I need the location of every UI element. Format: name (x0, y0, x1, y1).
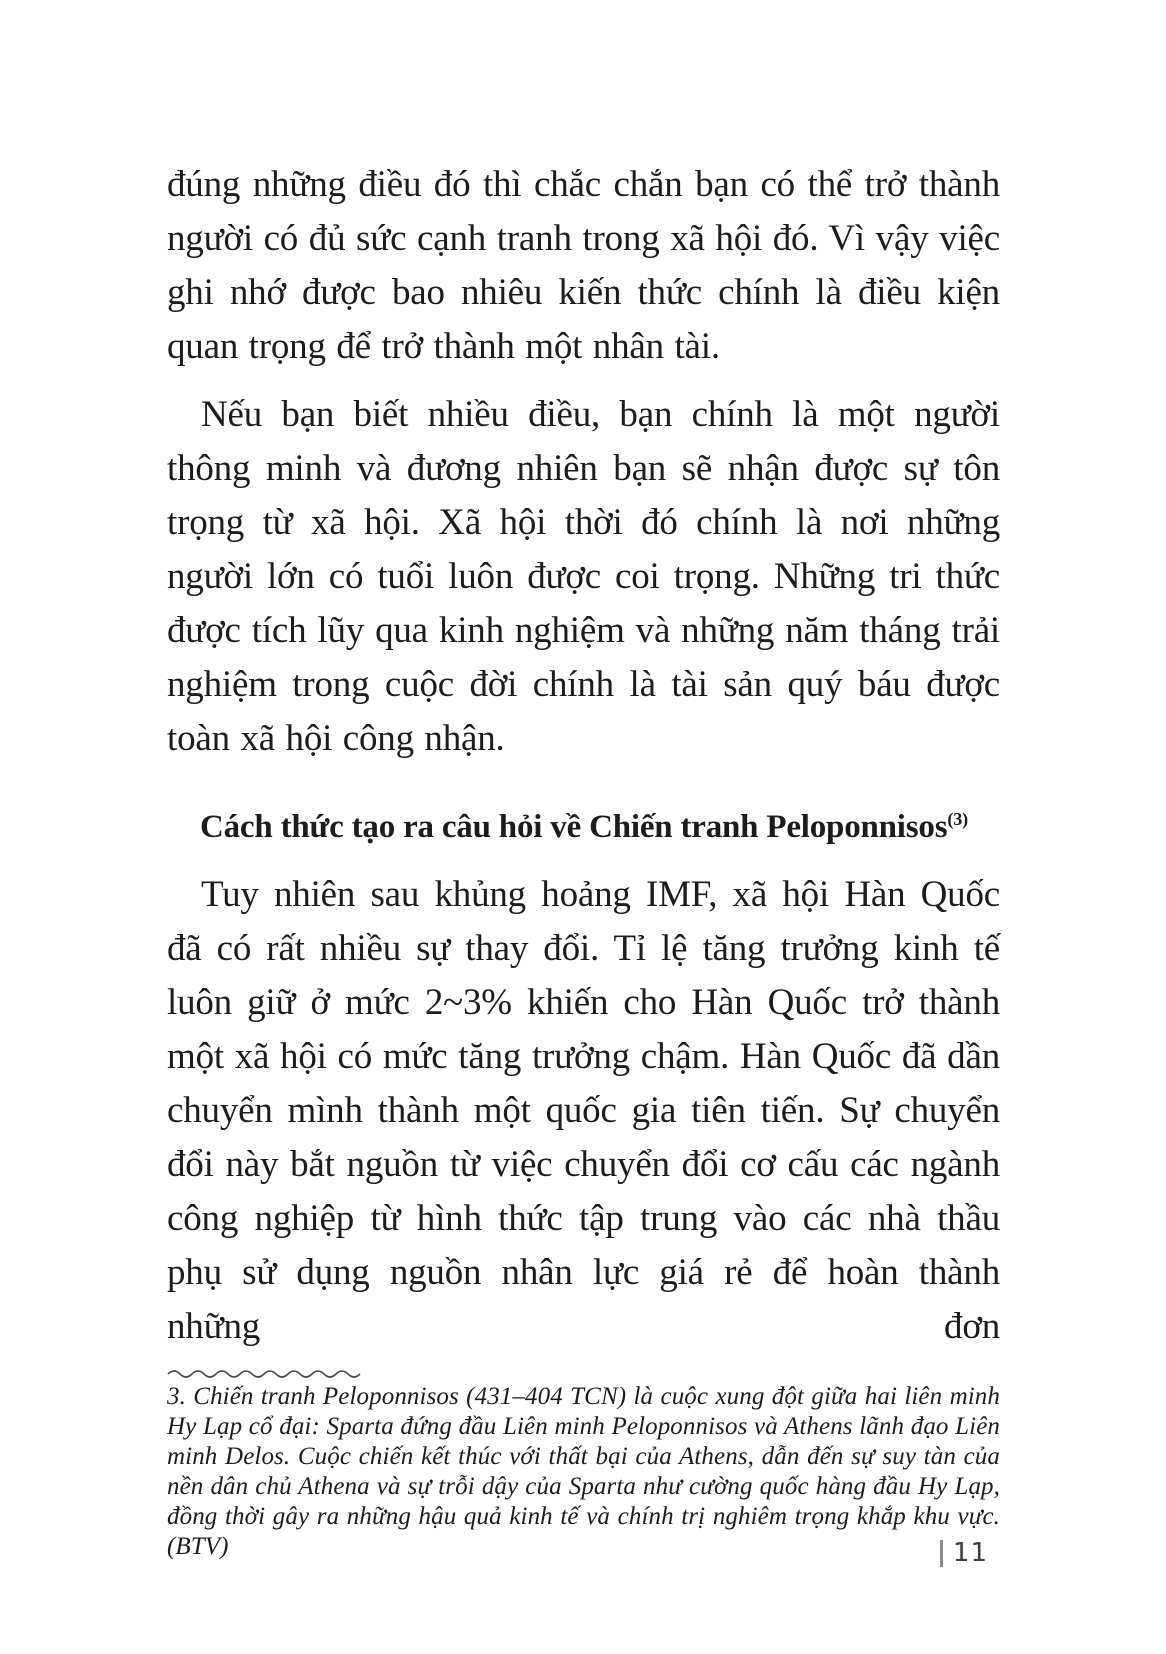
body-paragraph-1: đúng những điều đó thì chắc chắn bạn có thể trở thành người có đủ sức cạnh tranh trong xã hội đó. Vì vậy việc ghi nhớ được bao nhiêu kiến thức chính là điều kiện quan trọng để trở thành một nhân tài. (167, 164, 1000, 367)
folio-divider-bar (940, 1540, 943, 1567)
page-number: 11 (952, 1538, 988, 1568)
section-heading (167, 792, 1000, 854)
footnote-marker: (3) (947, 809, 968, 829)
page-footer (940, 1538, 988, 1568)
section-heading-text: Cách thức tạo ra câu hỏi về Chiến tranh Peloponnisos (200, 809, 948, 845)
body-paragraph-3: Tuy nhiên sau khủng hoảng IMF, xã hội Hàn Quốc đã có rất nhiều sự thay đổi. Tỉ lệ tăng trưởng kinh tế luôn giữ ở mức 2~3% khiến cho Hàn Quốc trở thành một xã hội có mức tăng trưởng chậm. Hàn Quốc đã dần chuyển mình thành một quốc gia tiên tiến. Sự chuyển đổi này bắt nguồn từ việc chuyển đổi cơ cấu các ngành công nghiệp từ hình thức tập trung vào các nhà thầu phụ sử dụng nguồn nhân lực giá rẻ để hoàn thành những đơn (167, 874, 1000, 1347)
footnote-separator-wavy-line (167, 1368, 1000, 1378)
footnote-text: 3. Chiến tranh Peloponnisos (431–404 TCN) là cuộc xung đột giữa hai liên minh Hy Lạp cổ đại: Sparta đứng đầu Liên minh Peloponnisos và Athens lãnh đạo Liên minh Delos. Cuộc chiến kết thúc với thất bại của Athens, dẫn đến sự suy tàn của nền dân chủ Athena và sự trỗi dậy của Sparta như cường quốc hàng đầu Hy Lạp, đồng thời gây ra những hậu quả kinh tế và chính trị nghiêm trọng khắp khu vực. (BTV) (167, 1383, 1000, 1560)
page-content (167, 158, 1000, 1562)
body-paragraph-2: Nếu bạn biết nhiều điều, bạn chính là một người thông minh và đương nhiên bạn sẽ nhận được sự tôn trọng từ xã hội. Xã hội thời đó chính là nơi những người lớn có tuổi luôn được coi trọng. Những tri thức được tích lũy qua kinh nghiệm và những năm tháng trải nghiệm trong cuộc đời chính là tài sản quý báu được toàn xã hội công nhận. (167, 394, 1000, 759)
